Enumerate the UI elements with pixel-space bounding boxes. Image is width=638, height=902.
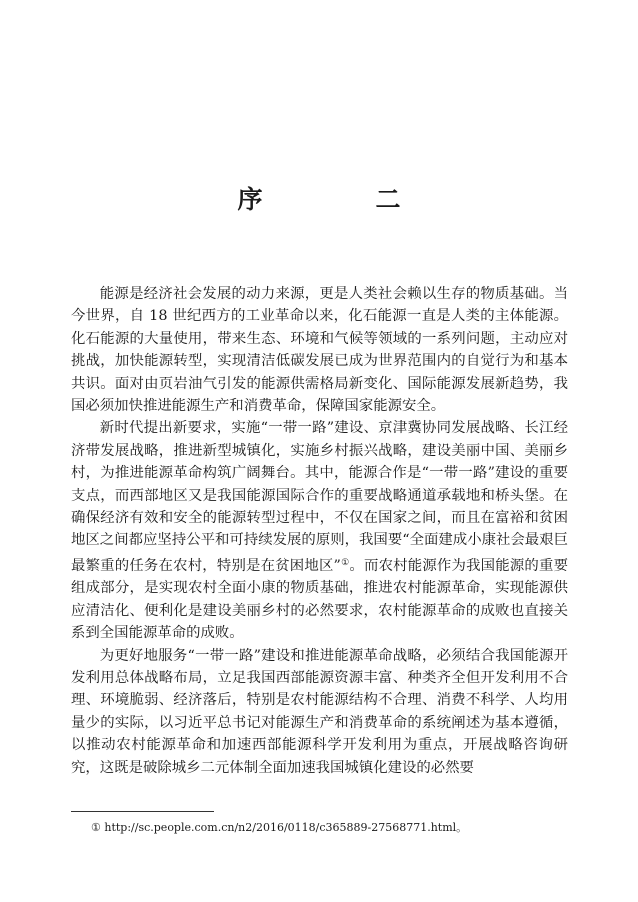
body-text [71,283,568,779]
page-title: 序 二 [237,185,445,214]
footnote-marker: ① [91,821,101,834]
footnote-divider [71,811,214,812]
paragraph-1: 能源是经济社会发展的动力来源，更是人类社会赖以生存的物质基础。当今世界，自 18 世纪西方的工业革命以来，化石能源一直是人类的主体能源。化石能源的大量使用，带来生态、环境和气候等领域的一系列问题，主动应对挑战，加快能源转型，实现清洁低碳发展已成为世界范围内的自觉行为和基本共识。面对由页岩油气引发的能源供需格局新变化、国际能源发展新趋势，我国必须加快推进能源生产和消费革命，保障国家能源安全。 [71,286,568,415]
paragraph-2 [71,417,568,644]
paragraph-3: 为更好地服务“一带一路”建设和推进能源革命战略，必须结合我国能源开发利用总体战略布局，立足我国西部能源资源丰富、种类齐全但开发利用不合理、环境脆弱、经济落后，特别是农村能源结构不合理、消费不科学、人均用量少的实际，以习近平总书记对能源生产和消费革命的系统阐述为基本遵循，以推动农村能源革命和加速西部能源科学开发利用为重点，开展战略咨询研究，这既是破除城乡二元体制全面加速我国城镇化建设的必然要 [71,647,568,776]
paragraph-2-continuation: 。而农村能源作为我国能源的重要组成部分，是实现农村全面小康的物质基础，推进农村能源革命，实现能源供应清洁化、便利化是建设美丽乡村的必然要求，农村能源革命的成败也直接关系到全国能源革命的成败。 [71,557,568,642]
footnote [91,820,568,836]
footnote-reference[interactable]: ① [340,557,350,568]
footnote-url[interactable]: http://sc.people.com.cn/n2/2016/0118/c365889-27568771.html。 [104,821,468,834]
paragraph-2-text: 新时代提出新要求，实施“一带一路”建设、京津冀协同发展战略、长江经济带发展战略，推进新型城镇化，实施乡村振兴战略，建设美丽中国、美丽乡村，为推进能源革命构筑广阔舞台。其中，能源合作是“一带一路”建设的重要支点，而西部地区又是我国能源国际合作的重要战略通道承载地和桥头堡。在确保经济有效和安全的能源转型过程中，不仅在国家之间，而且在富裕和贫困地区之间都应坚持公平和可持续发展的原则，我国要“全面建成小康社会最艰巨最繁重的任务在农村，特别是在贫困地区” [71,420,568,574]
